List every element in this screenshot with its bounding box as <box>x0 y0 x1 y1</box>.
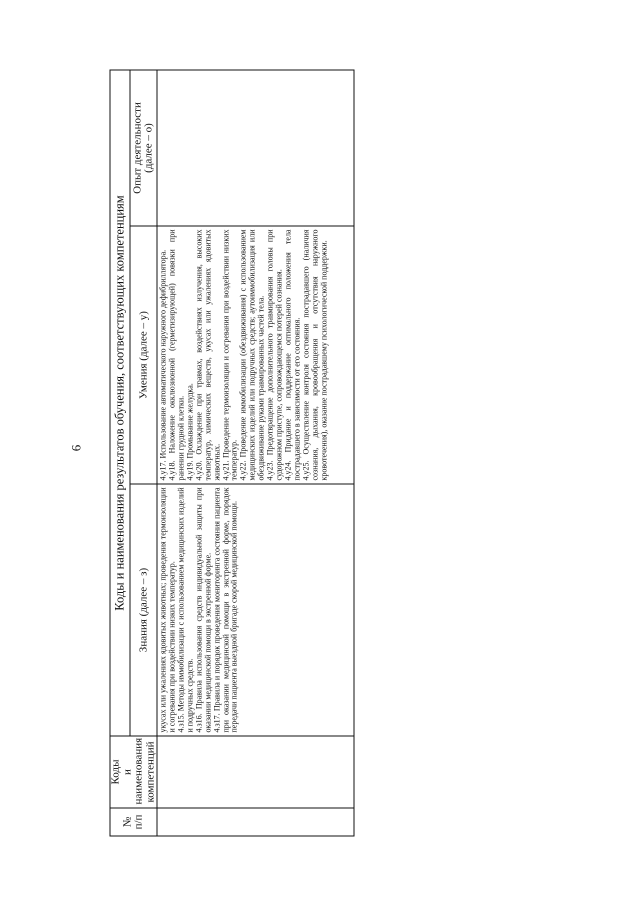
skill-item: 4.у18. Наложение окклюзионной (герметизирующей) повязки при ранении грудной клетки. <box>167 229 186 481</box>
header-codes: Коды и наименования компетенций <box>110 736 157 808</box>
knowledge-item: 4.з17. Правила и порядок проведения мониторинга состояния пациента при оказании медицинской помощи в экстренной форме, порядок передачи пациента выездной бригаде скорой медицинской помощи. <box>212 487 239 733</box>
cell-skills <box>157 226 354 484</box>
skill-item: 4.у17. Использование автоматического наружного дефибриллятора. <box>158 249 168 481</box>
knowledge-item: 4.з15. Методы иммобилизации с использованием медицинских изделий и подручных средств. <box>176 487 195 733</box>
skill-item: 4.у25. Осуществление контроля состояния пострадавшего (наличия сознания, дыхания, кровообращения и отсутствия наружного кровотечения), оказание пострадавшему психологической поддержки. <box>301 229 328 481</box>
knowledge-item: 4.з16. Правила использования средств индивидуальной защиты при оказании медицинской помощи в экстренной форме. <box>194 487 213 733</box>
cell-num <box>157 808 354 836</box>
table-row <box>157 70 354 836</box>
competency-table-sheet <box>110 71 355 837</box>
skill-item: 4.у24. Придание и поддержание оптимального положения тела пострадавшего в зависимости от его состояния. <box>283 229 302 481</box>
skill-item: 4.у23. Предотвращение дополнительного травмирования головы при судорожном приступе, сопровождающемся потерей сознания. <box>265 229 284 481</box>
header-experience: Опыт деятельности (далее – о) <box>130 70 157 226</box>
skill-item: 4.у21. Проведение термоизоляции и согревания при воздействии низких температур. <box>221 229 239 481</box>
knowledge-item: укусах или ужалениях ядовитых животных; проведения термоизоляции и согревания при воздействии низких температур. <box>158 487 177 733</box>
skill-item: 4.у22. Проведение иммобилизации (обездвиживания) с использованием медицинских изделий или подручных средств; аутоиммобилизация или обездвиживание руками травмированных частей тела. <box>238 229 266 481</box>
skill-item: 4.у20. Охлаждение при травмах, воздействиях излучения, высоких температур, химических веществ, укусах или ужалениях ядовитых животных. <box>194 229 222 481</box>
header-results: Коды и наименования результатов обучения, соответствующих компетенциям <box>110 70 130 736</box>
cell-experience <box>157 70 354 226</box>
competency-table <box>110 69 355 836</box>
header-num: № п/п <box>110 808 157 836</box>
page-number: 6 <box>68 444 84 452</box>
cell-knowledge <box>157 484 354 736</box>
header-knowledge: Знания (далее – з) <box>130 484 157 736</box>
skill-item: 4.у19. Промывание желудка. <box>185 383 195 481</box>
cell-codes <box>157 736 354 808</box>
header-skills: Умения (далее – у) <box>130 226 157 484</box>
